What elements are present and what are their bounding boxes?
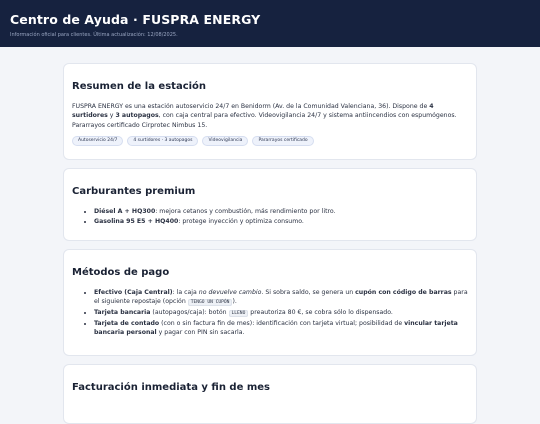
fuels-card (63, 168, 477, 241)
list-item (94, 319, 468, 338)
summary-pumps: 4 surtidores (72, 103, 434, 120)
coupon-code: TENGO UN CUPÓN (188, 299, 233, 306)
list-item (94, 308, 468, 318)
payment-cash-label: Efectivo (Caja Central) (94, 289, 173, 296)
payment-text: (autopagos/caja): botón (150, 309, 229, 317)
fuel-desc: : protege inyección y optimiza consumo. (178, 217, 304, 225)
summary-title: Resumen de la estación (72, 81, 207, 92)
fuel-name: Diésel A + HQ300 (94, 208, 156, 215)
tag-24-7: Autoservicio 24/7 (72, 136, 123, 146)
tag-video: Videovigilancia (202, 136, 248, 146)
payment-list (72, 288, 468, 337)
fuel-name: Gasolina 95 E5 + HQ400 (94, 217, 179, 225)
payment-text: preautoriza 80 €, se cobra sólo lo dispensado. (248, 309, 393, 317)
payment-title: Métodos de pago (72, 267, 170, 278)
list-item (94, 288, 468, 308)
main-content (0, 47, 540, 424)
billing-title: Facturación inmediata y fin de mes (72, 382, 271, 393)
tag-pumps: 4 surtidores · 3 autopagos (127, 136, 198, 146)
fuels-title: Carburantes premium (72, 186, 196, 197)
payment-fleet-label: Tarjeta de contado (94, 319, 160, 327)
payment-coupon: cupón con código de barras (355, 289, 452, 296)
payment-link-card: vincular tarjeta bancaria personal (94, 319, 458, 337)
summary-card (63, 63, 477, 160)
payment-text: . Si sobra saldo, se genera un (261, 289, 356, 296)
payment-text: ). (232, 298, 237, 306)
payment-text: (con o sin factura fin de mes): identificación con tarjeta virtual; posibilidad de (159, 319, 405, 327)
summary-text-part: y (107, 112, 116, 120)
fuel-desc: : mejora cetanos y combustión, más rendimiento por litro. (155, 208, 336, 215)
payment-text: : la caja (172, 289, 199, 296)
payment-text: y pagar con PIN sin sacarla. (156, 329, 245, 337)
summary-text-part: , con caja central para efectivo. Videovigilancia 24/7 y sistema antiincendios con espumógenos. Pararrayos certificado Cirprotec Nimbus 15. (72, 112, 457, 129)
payment-card (63, 249, 477, 356)
summary-tags (72, 136, 468, 146)
tag-lightning: Pararrayos certificado (252, 136, 313, 146)
page-subtitle: Información oficial para clientes. Última actualización: 12/08/2025. (10, 32, 178, 38)
billing-card (63, 364, 477, 424)
summary-text (72, 102, 468, 130)
page-title: Centro de Ayuda · FUSPRA ENERGY (10, 12, 261, 27)
lleno-code: LLENO (229, 310, 249, 317)
payment-text: para el siguiente repostaje (opción (94, 289, 468, 306)
page-header (0, 0, 540, 47)
list-item (94, 217, 468, 226)
summary-autopay: 3 autopagos (115, 112, 159, 120)
payment-emphasis: no devuelve cambio (198, 289, 262, 296)
payment-card-label: Tarjeta bancaria (94, 309, 151, 317)
fuels-list (72, 207, 468, 226)
list-item (94, 207, 468, 216)
summary-text-part: FUSPRA ENERGY es una estación autoservicio 24/7 en Benidorm (Av. de la Comunidad Valenciana, 36). Dispone de (72, 103, 430, 110)
